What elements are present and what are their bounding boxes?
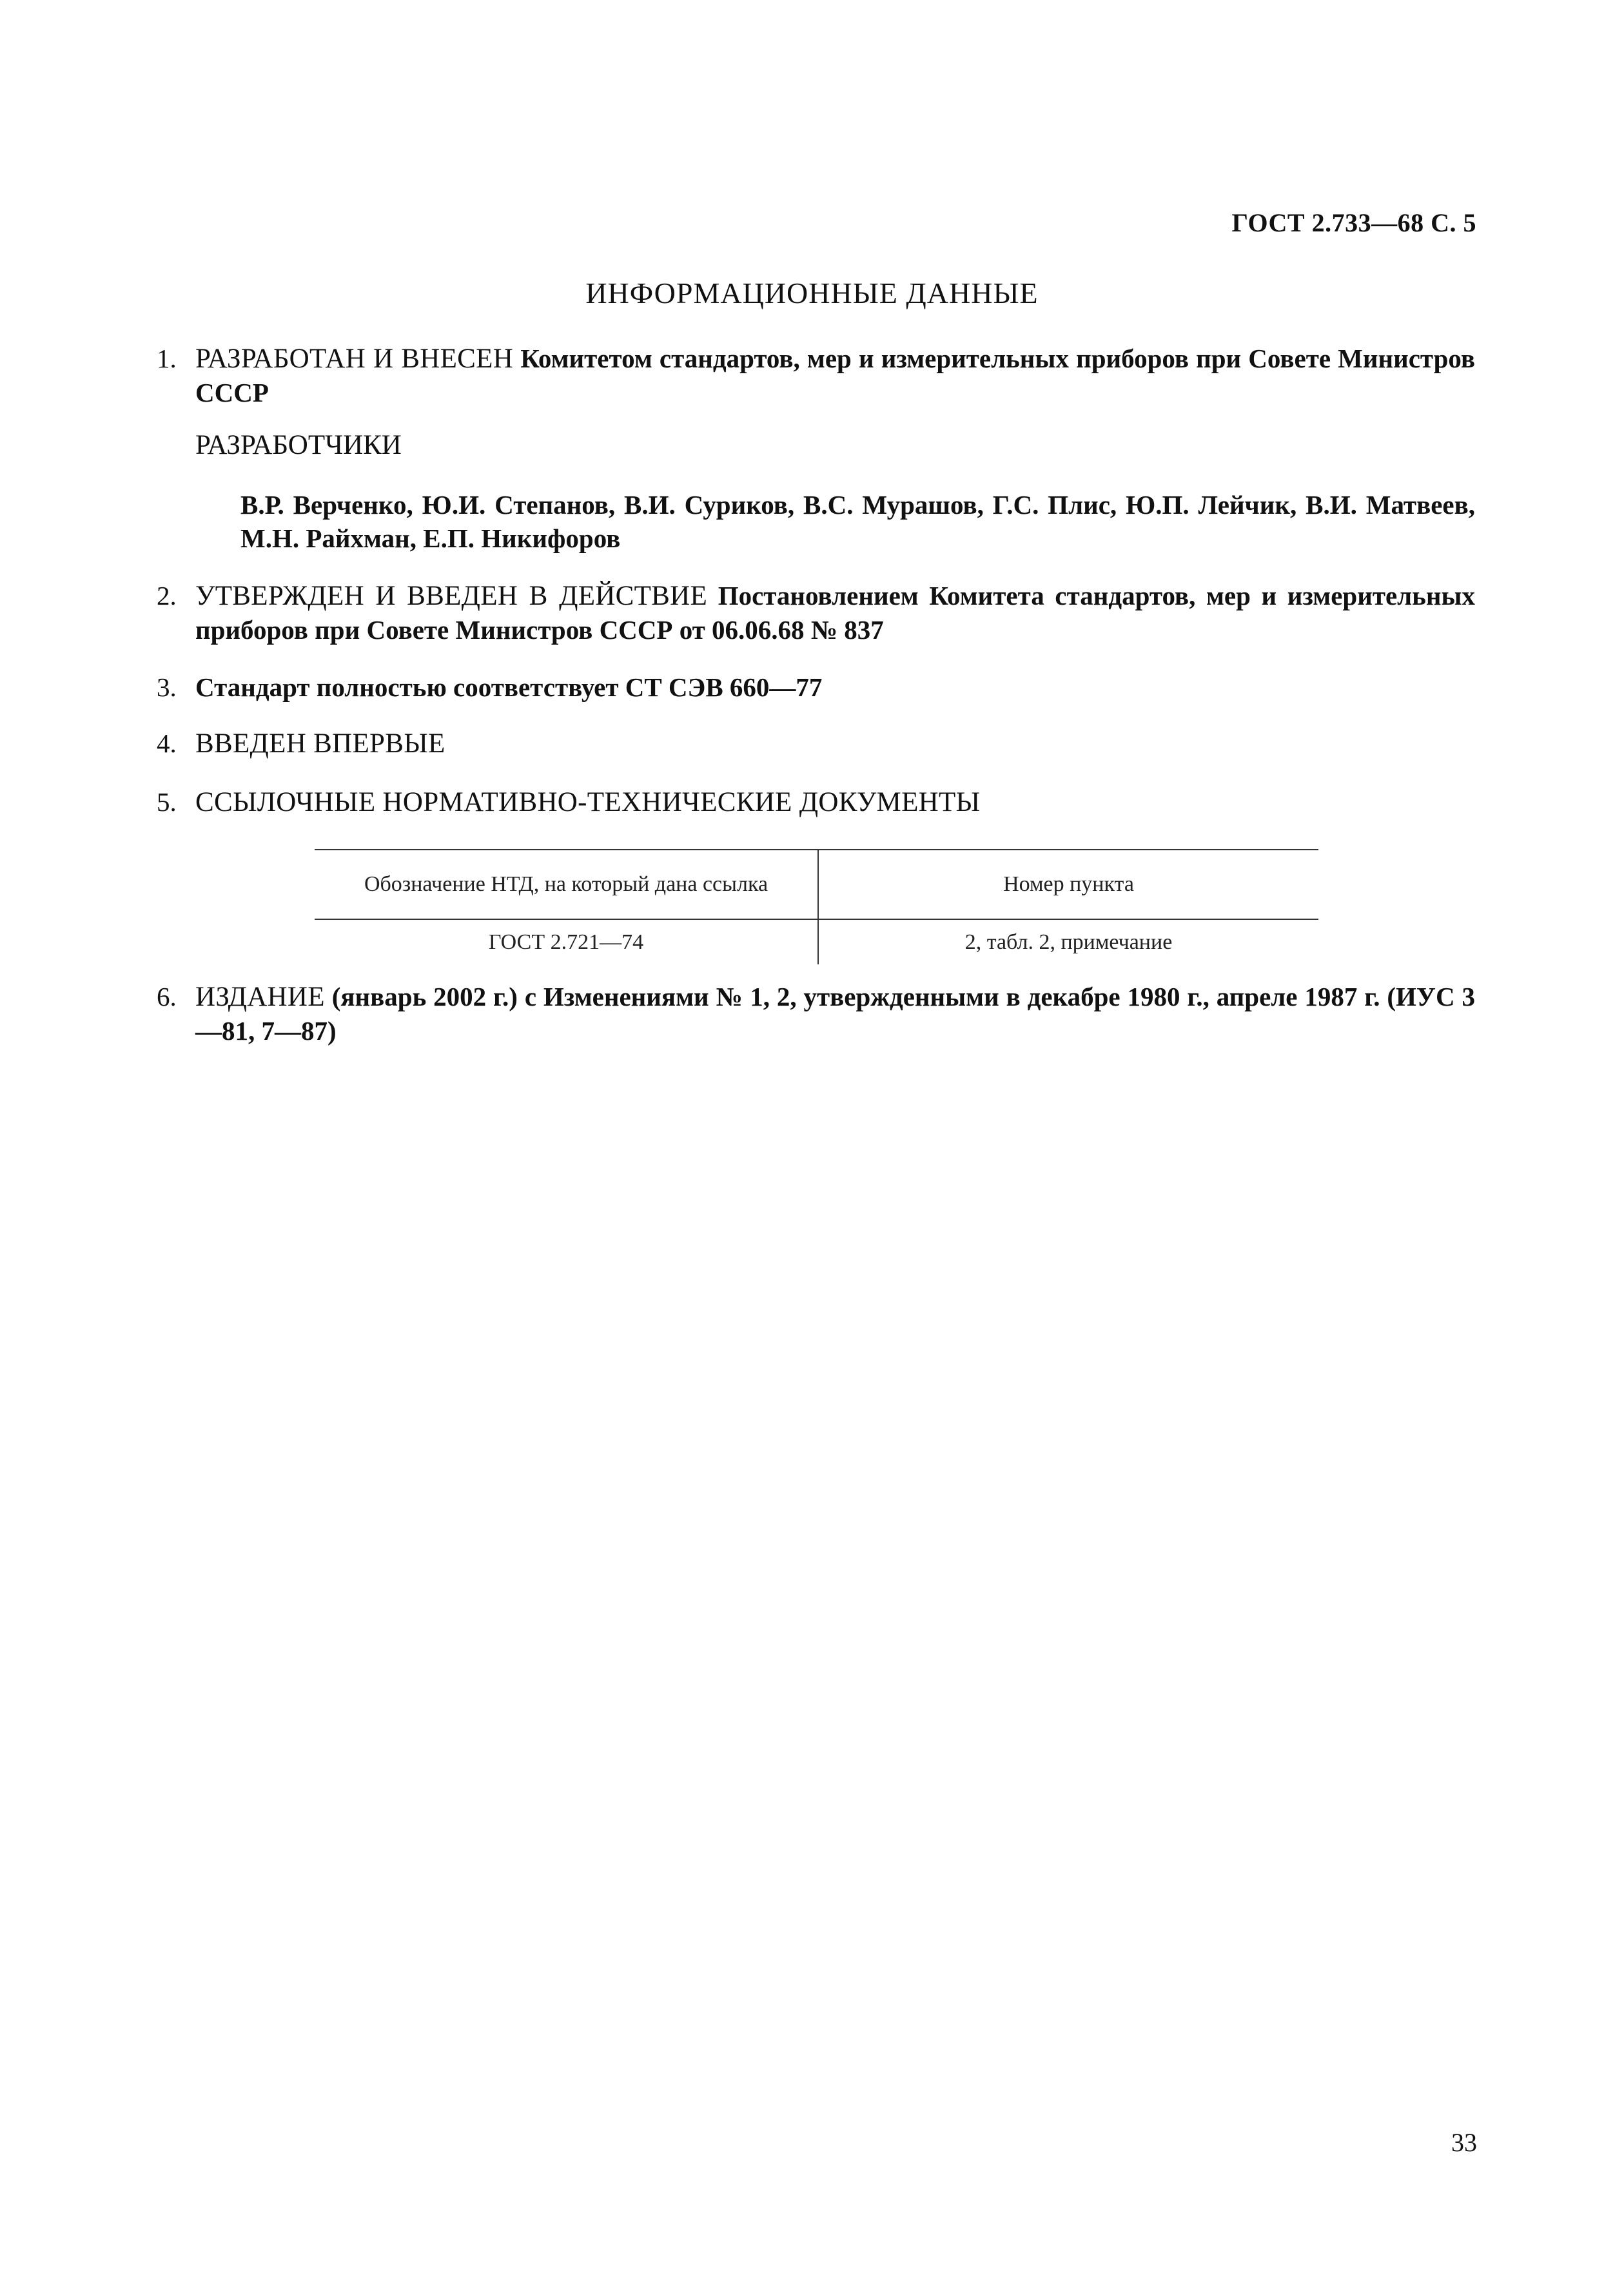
page-number: 33: [1451, 2128, 1477, 2157]
developers-list: В.Р. Верченко, Ю.И. Степанов, В.И. Суриков, В.С. Мурашов, Г.С. Плис, Ю.П. Лейчик, В.И. Матвеев, М.Н. Райхман, Е.П. Никифоров: [240, 490, 1475, 553]
list-item-approved: [157, 579, 1475, 647]
list-item-conformity: [157, 670, 1475, 704]
item-body: [195, 727, 1475, 761]
item-body: [195, 342, 1475, 409]
table-header-row: [315, 850, 1318, 919]
item-number: 5.: [157, 787, 177, 817]
item-lead: ССЫЛОЧНЫЕ НОРМАТИВНО-ТЕХНИЧЕСКИЕ ДОКУМЕНТЫ: [195, 787, 981, 817]
item-body: [195, 670, 1475, 704]
table-header-clause: Номер пункта: [818, 850, 1318, 919]
document-code-header: ГОСТ 2.733—68 С. 5: [1231, 208, 1476, 237]
table-cell-designation: ГОСТ 2.721—74: [315, 919, 818, 964]
reference-documents-table: [315, 849, 1318, 964]
item-lead: УТВЕРЖДЕН И ВВЕДЕН В ДЕЙСТВИЕ: [195, 581, 708, 611]
item-text: Комитетом стандартов, мер и измерительных приборов при Совете Министров СССР: [195, 344, 1475, 407]
item-body: [195, 579, 1475, 647]
list-item-first-introduced: [157, 727, 1475, 761]
section-title: ИНФОРМАЦИОННЫЕ ДАННЫЕ: [585, 277, 1039, 309]
item-text: (январь 2002 г.) с Изменениями № 1, 2, утвержденными в декабре 1980 г., апреле 1987 г. (ИУС 3—81, 7—87): [195, 982, 1475, 1046]
item-lead: ИЗДАНИЕ: [195, 982, 325, 1012]
list-item-reference-documents: [157, 785, 1475, 819]
table-cell-clause: 2, табл. 2, примечание: [964, 930, 1173, 954]
developers-heading: РАЗРАБОТЧИКИ: [195, 430, 402, 460]
item-number: 6.: [157, 982, 177, 1011]
item-lead: ВВЕДЕН ВПЕРВЫЕ: [195, 728, 445, 759]
item-text: Постановлением Комитета стандартов, мер и измерительных приборов при Совете Министров СССР от 06.06.68 № 837: [195, 581, 1475, 645]
item-number: 3.: [157, 672, 177, 702]
item-number: 1.: [157, 344, 177, 373]
item-number: 2.: [157, 581, 177, 610]
item-body: [195, 980, 1475, 1048]
table-header-designation: Обозначение НТД, на который дана ссылка: [315, 850, 818, 919]
table-row: [315, 919, 1318, 964]
item-lead: РАЗРАБОТАН И ВНЕСЕН: [195, 344, 514, 374]
item-text: Стандарт полностью соответствует СТ СЭВ 660—77: [195, 672, 823, 702]
item-number: 4.: [157, 728, 177, 758]
list-item-edition: [157, 980, 1475, 1048]
list-item-developed-by: [157, 342, 1475, 409]
item-body: [195, 785, 1475, 819]
